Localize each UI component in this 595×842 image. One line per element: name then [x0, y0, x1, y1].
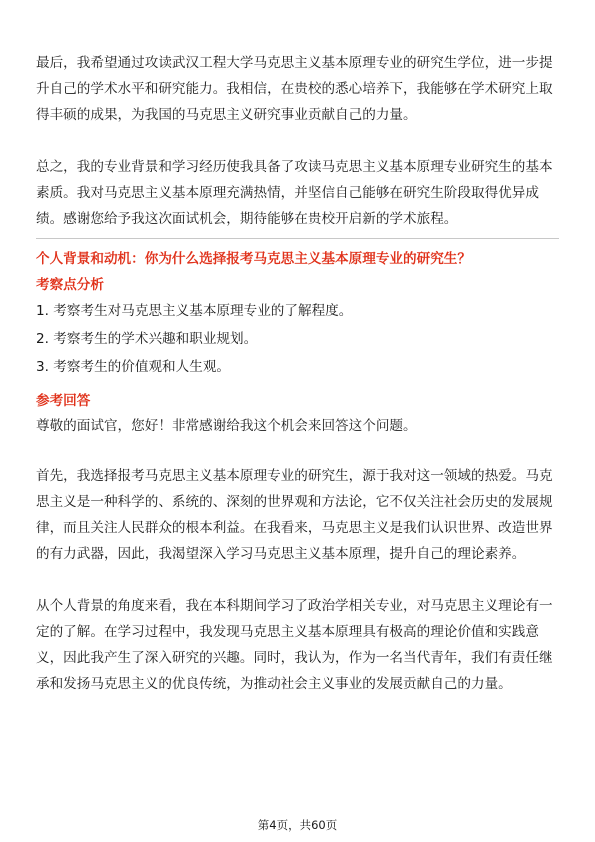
- answer-heading: 参考回答: [36, 393, 91, 409]
- paragraph-summary: 总之，我的专业背景和学习经历使我具备了攻读马克思主义基本原理专业研究生的基本素质。我对马克思主义基本原理充满热情，并坚信自己能够在研究生阶段取得优异成绩。感谢您给予我这次面试机会，期待能够在贵校开启新的学术旅程。: [36, 159, 553, 227]
- spacer: [36, 567, 559, 593]
- spacer: [36, 128, 559, 154]
- paragraph-conclusion-hope: 最后，我希望通过攻读武汉工程大学马克思主义基本原理专业的研究生学位，进一步提升自己的学术水平和研究能力。我相信，在贵校的悉心培养下，我能够在学术研究上取得丰硕的成果，为我国的马克思主义研究事业贡献自己的力量。: [36, 55, 553, 123]
- answer-paragraph: 从个人背景的角度来看，我在本科期间学习了政治学相关专业，对马克思主义理论有一定的了解。在学习过程中，我发现马克思主义基本原理具有极高的理论价值和实践意义，因此我产生了深入研究的兴趣。同时，我认为，作为一名当代青年，我们有责任继承和发扬马克思主义的优良传统，为推动社会主义事业的发展贡献自己的力量。: [36, 598, 553, 692]
- analysis-item: 1. 考察考生对马克思主义基本原理专业的了解程度。: [36, 303, 353, 319]
- analysis-item: 3. 考察考生的价值观和人生观。: [36, 359, 231, 375]
- spacer: [36, 439, 559, 463]
- analysis-heading: 考察点分析: [36, 277, 104, 293]
- answer-paragraph: 首先，我选择报考马克思主义基本原理专业的研究生，源于我对这一领域的热爱。马克思主义是一种科学的、系统的、深刻的世界观和方法论，它不仅关注社会历史的发展规律，而且关注人民群众的根本利益。在我看来，马克思主义是我们认识世界、改造世界的有力武器，因此，我渴望深入学习马克思主义基本原理，提升自己的理论素养。: [36, 468, 553, 562]
- analysis-item: 2. 考察考生的学术兴趣和职业规划。: [36, 331, 258, 347]
- page-content: [36, 50, 559, 697]
- question-heading: 个人背景和动机：你为什么选择报考马克思主义基本原理专业的研究生？: [36, 251, 471, 267]
- page-footer: 第4页，共60页: [257, 818, 338, 832]
- answer-greeting: 尊敬的面试官，您好！非常感谢给我这个机会来回答这个问题。: [36, 418, 417, 434]
- section-divider: [36, 238, 559, 239]
